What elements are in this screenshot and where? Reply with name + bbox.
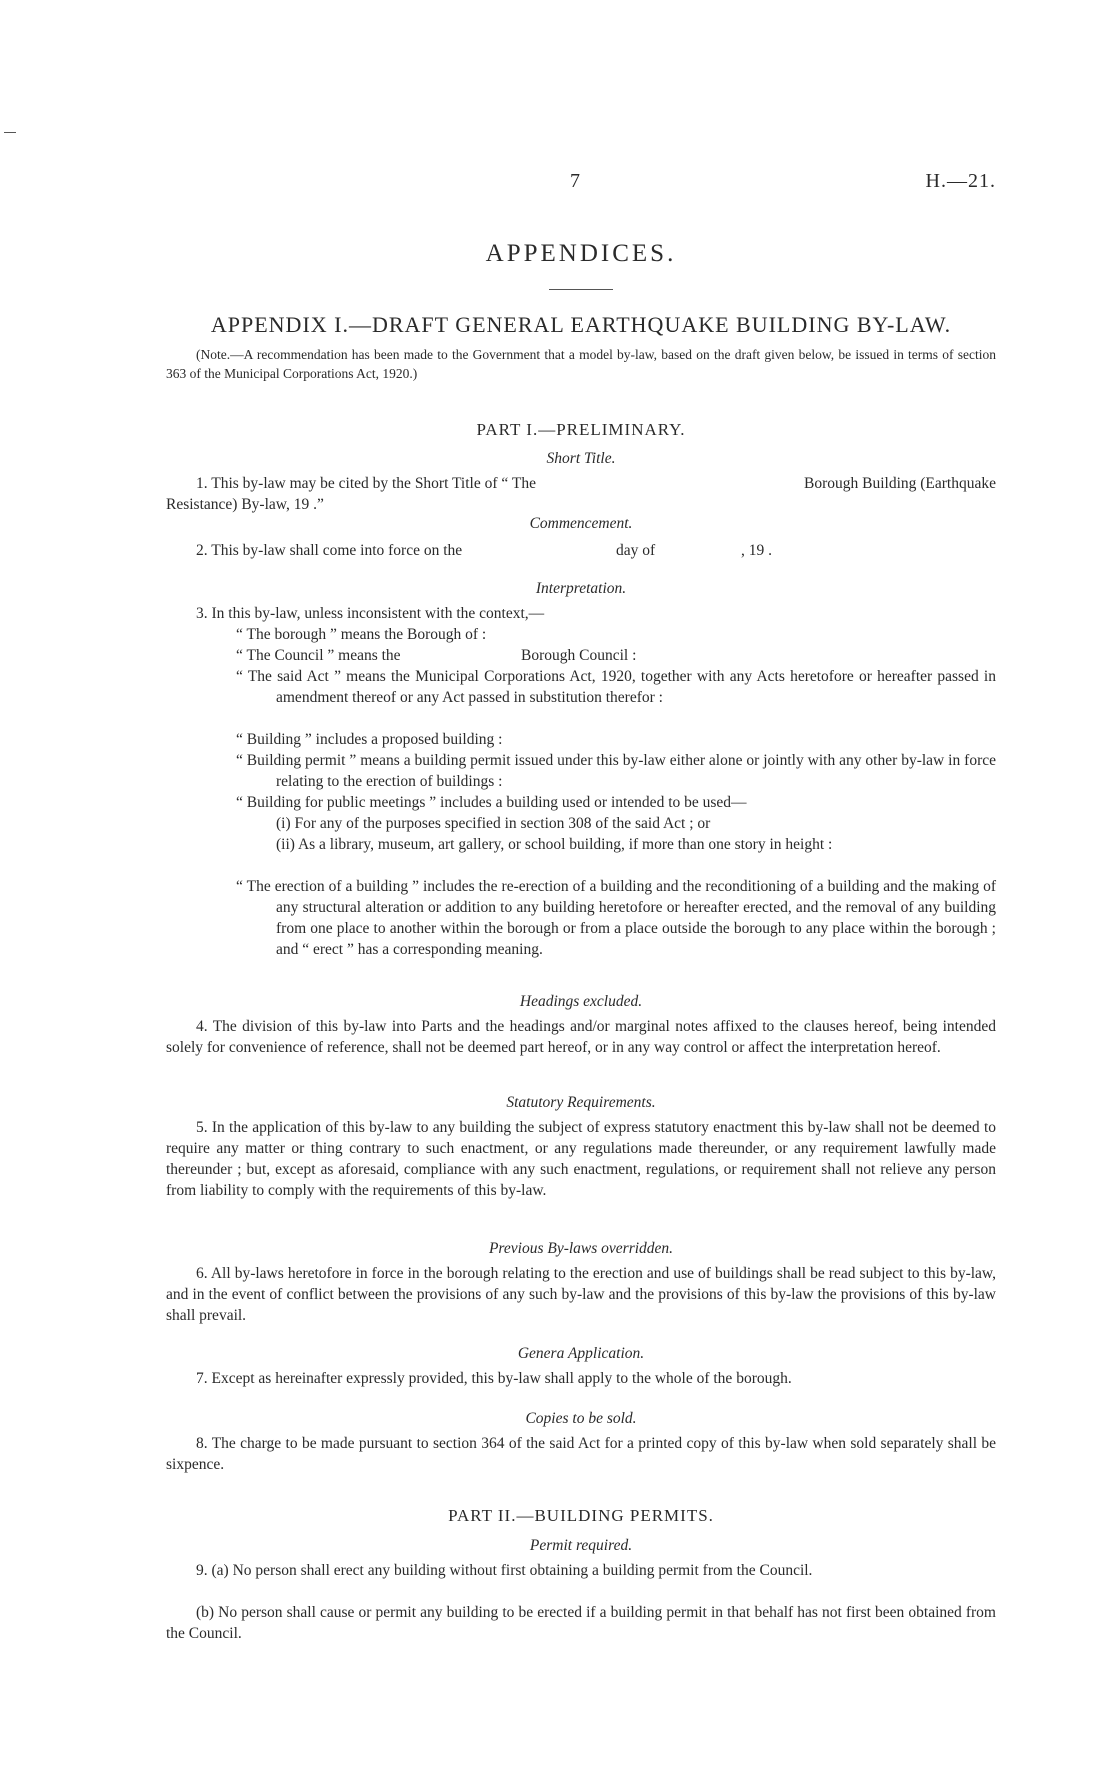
definition-council-a: “ The Council ” means the [236,647,401,664]
para-2b: day of [616,542,656,559]
part-1-heading: PART I.—PRELIMINARY. [476,420,686,439]
note: (Note.—A recommendation has been made to the Government that a model by-law, based on the draft given below, be issued in terms of section 363 of the Municipal Corporations Act, 1920.) [166,347,996,381]
para-1-line-1a: 1. This by-law may be cited by the Short Title of “ The [196,475,536,492]
para-9b: (b) No person shall cause or permit any building to be erected if a building permit in that behalf has not first been obtained from the Council. [166,1604,996,1642]
para-5: 5. In the application of this by-law to any building the subject of express statutory enactment this by-law shall not be deemed to require any matter or thing contrary to such enactment, or any regulations made thereunder, or any requirement lawfully made thereunder ; but, except as aforesaid, compliance with any such enactment, regulations, or requirement shall not relieve any person from liability to comply with the requirements of this by-law. [166,1119,996,1199]
document-reference: H.—21. [925,170,996,192]
para-4: 4. The division of this by-law into Parts and the headings and/or marginal notes affixed to the clauses hereof, being intended solely for convenience of reference, shall not be deemed part hereof, or in any way control or affect the interpretation hereof. [166,1018,996,1056]
para-9a: 9. (a) No person shall erect any building without first obtaining a building permit from the Council. [196,1562,813,1579]
heading-headings-excluded: Headings excluded. [519,993,643,1010]
para-1-line-2: Resistance) By-law, 19 .” [166,496,324,513]
page-title: APPENDICES. [485,240,677,267]
para-7: 7. Except as hereinafter expressly provided, this by-law shall apply to the whole of the borough. [196,1370,792,1387]
heading-interpretation: Interpretation. [535,580,627,597]
heading-commencement: Commencement. [529,515,633,532]
para-8: 8. The charge to be made pursuant to section 364 of the said Act for a printed copy of this by-law when sold separately shall be sixpence. [166,1435,996,1473]
heading-previous-bylaws: Previous By-laws overridden. [488,1240,674,1257]
heading-general-application: Genera Application. [517,1345,645,1362]
definition-erection: “ The erection of a building ” includes the re-erection of a building and the reconditioning of a building and the making of any structural alteration or addition to any building heretofore or hereafter erected, and the removal of any building from one place to another within the borough or from a place outside the borough to any place within the borough ; and “ erect ” has a corresponding meaning. [236,878,996,958]
margin-mark [4,132,16,133]
para-2c: , 19 . [741,542,772,559]
definition-said-act: “ The said Act ” means the Municipal Corporations Act, 1920, together with any Acts heretofore or hereafter passed in amendment thereof or any Act passed in substitution therefor : [236,668,996,706]
heading-copies: Copies to be sold. [525,1410,637,1427]
page-number: 7 [570,170,580,192]
heading-statutory: Statutory Requirements. [506,1094,656,1111]
definition-council-b: Borough Council : [521,647,637,664]
definition-borough: “ The borough ” means the Borough of : [236,626,487,643]
definition-building: “ Building ” includes a proposed building : [236,731,503,748]
heading-permit-required: Permit required. [529,1537,633,1554]
definition-building-permit: “ Building permit ” means a building permit issued under this by-law either alone or jointly with any other by-law in force relating to the erection of buildings : [236,752,996,790]
para-2a: 2. This by-law shall come into force on the [196,542,463,559]
definition-public-meetings: “ Building for public meetings ” includes a building used or intended to be used— [236,794,747,811]
para-6: 6. All by-laws heretofore in force in the borough relating to the erection and use of buildings shall be read subject to this by-law, and in the event of conflict between the provisions of any such by-law and the provisions of this by-law the provisions of this by-law shall prevail. [166,1265,996,1324]
definition-public-meetings-i: (i) For any of the purposes specified in section 308 of the said Act ; or [276,815,711,832]
heading-short-title: Short Title. [546,450,616,467]
appendix-title: APPENDIX I.—DRAFT GENERAL EARTHQUAKE BUILDING BY-LAW. [210,312,952,337]
para-3: 3. In this by-law, unless inconsistent with the context,— [196,605,545,622]
part-2-heading: PART II.—BUILDING PERMITS. [448,1506,714,1525]
title-rule [549,289,613,290]
definition-public-meetings-ii: (ii) As a library, museum, art gallery, or school building, if more than one story in height : [276,836,833,853]
para-1-line-1b: Borough Building (Earthquake [804,475,996,492]
